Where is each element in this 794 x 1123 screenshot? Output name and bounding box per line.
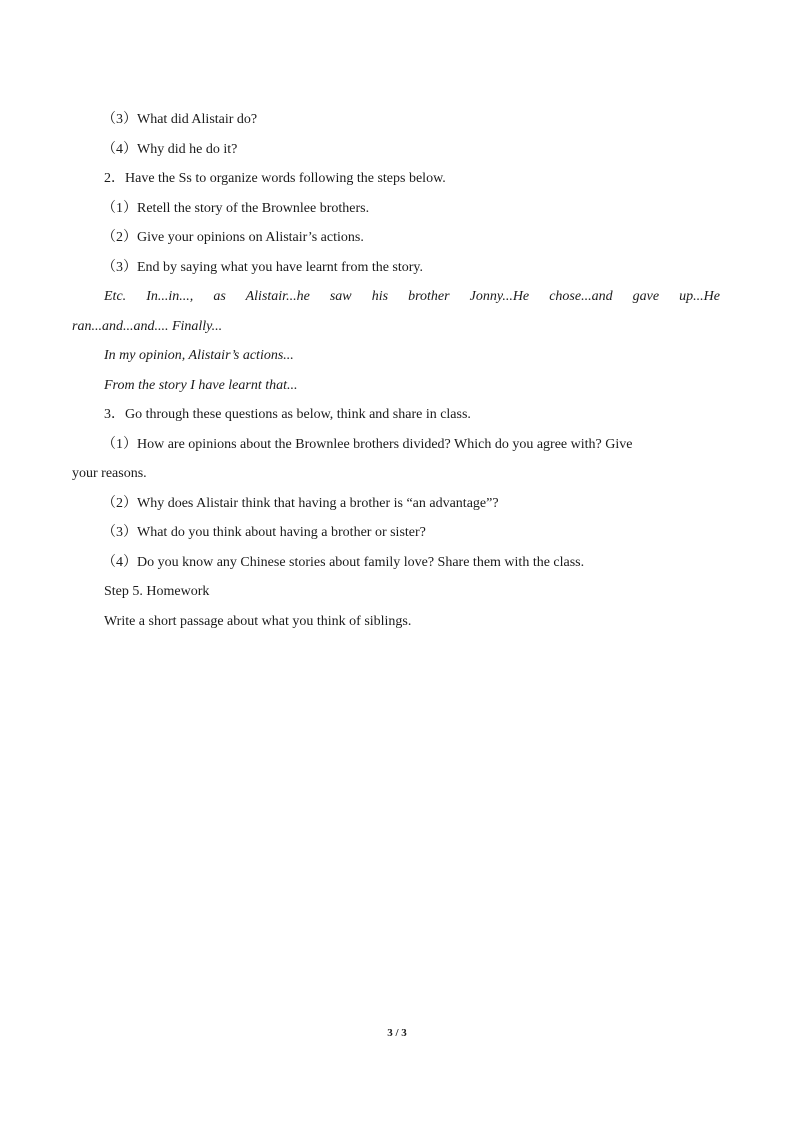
- discussion-question-1-line-1: （1）How are opinions about the Brownlee brothers divided? Which do you agree with? Give: [102, 436, 633, 452]
- document-body: [72, 105, 720, 636]
- example-opinion-sentence: In my opinion, Alistair’s actions...: [104, 348, 294, 363]
- discussion-question-3: （3）What do you think about having a brother or sister?: [102, 525, 426, 540]
- sub-step-2-opinions: （2）Give your opinions on Alistair’s actions.: [102, 230, 364, 245]
- sub-step-3-end: （3）End by saying what you have learnt from the story.: [102, 259, 424, 275]
- discussion-question-4: （4）Do you know any Chinese stories about family love? Share them with the class.: [102, 554, 585, 570]
- discussion-question-2: （2）Why does Alistair think that having a brother is “an advantage”?: [102, 495, 499, 511]
- example-sentence-line-1: Etc. In...in..., as Alistair...he saw his brother Jonny...He chose...and gave up...He: [104, 289, 720, 304]
- question-3-what-did-alistair-do: （3）What did Alistair do?: [102, 112, 258, 127]
- page-number: 3 / 3: [387, 1027, 407, 1039]
- step-3-go-through-questions: 3．Go through these questions as below, think and share in class.: [104, 407, 471, 422]
- step-5-homework-heading: Step 5. Homework: [104, 584, 210, 599]
- example-sentence-line-2: ran...and...and.... Finally...: [72, 318, 223, 334]
- homework-instruction: Write a short passage about what you think of siblings.: [104, 613, 412, 629]
- discussion-question-1-line-2: your reasons.: [72, 466, 147, 481]
- sub-step-1-retell: （1）Retell the story of the Brownlee brothers.: [102, 200, 370, 216]
- step-2-organize-words: 2．Have the Ss to organize words following the steps below.: [104, 171, 446, 186]
- example-learnt-sentence: From the story I have learnt that...: [104, 377, 298, 393]
- question-4-why-did-he-do-it: （4）Why did he do it?: [102, 141, 238, 157]
